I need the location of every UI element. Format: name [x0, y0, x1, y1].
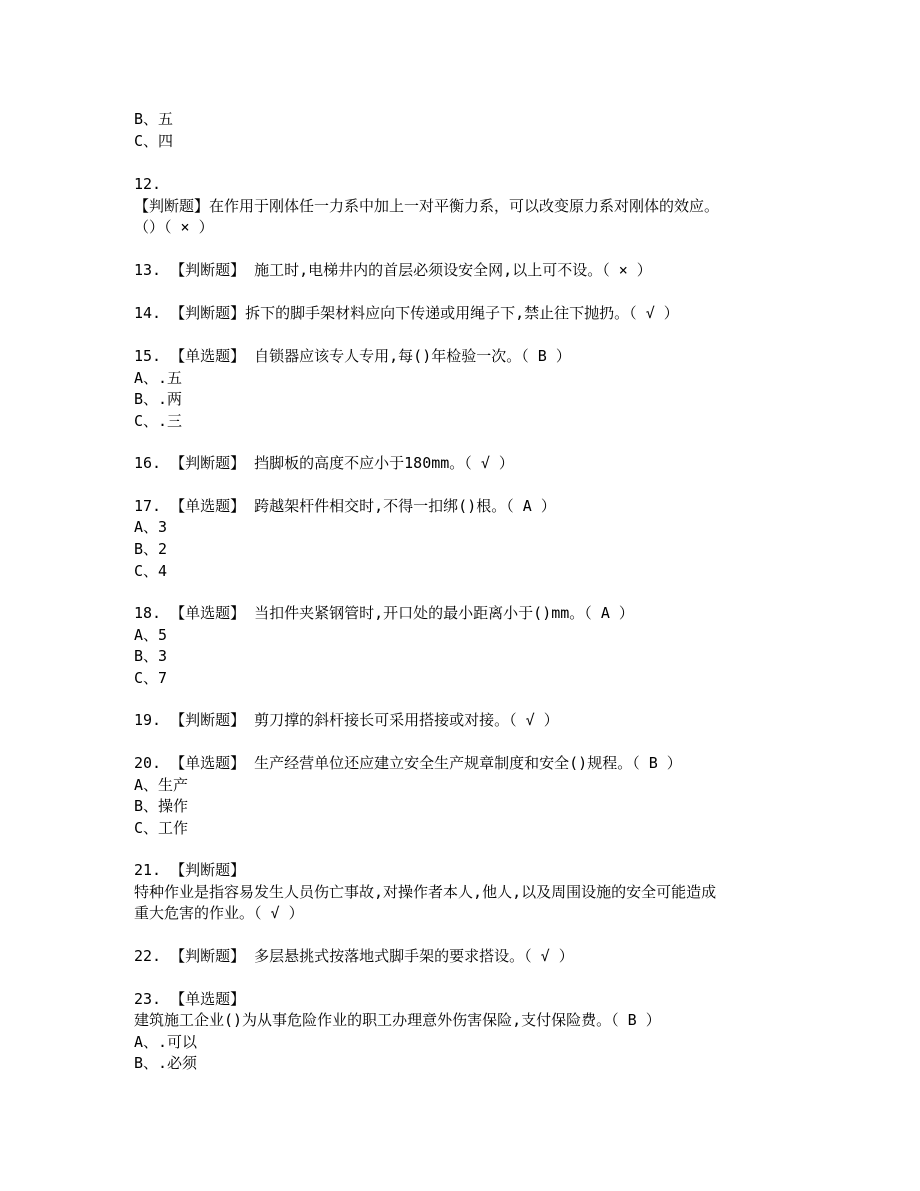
- option-b-q15: B、.两: [134, 390, 183, 408]
- question-23-number: 23. 【单选题】: [134, 990, 246, 1008]
- question-22: 22. 【判断题】 多层悬挑式按落地式脚手架的要求搭设。（ √ ）: [134, 947, 574, 965]
- question-19: 19. 【判断题】 剪刀撑的斜杆接长可采用搭接或对接。（ √ ）: [134, 711, 559, 729]
- question-21-number: 21. 【判断题】: [134, 861, 246, 879]
- question-20: 20. 【单选题】 生产经营单位还应建立安全生产规章制度和安全()规程。（ B ）: [134, 754, 682, 772]
- question-18: 18. 【单选题】 当扣件夹紧钢管时,开口处的最小距离小于()mm。（ A ）: [134, 604, 634, 622]
- option-a-q23: A、.可以: [134, 1033, 198, 1051]
- option-b-q11: B、五: [134, 110, 174, 128]
- question-12-number: 12.: [134, 175, 162, 193]
- option-c-q17: C、4: [134, 562, 168, 580]
- option-b-q23: B、.必须: [134, 1054, 198, 1072]
- option-a-q17: A、3: [134, 518, 168, 536]
- option-c-q18: C、7: [134, 669, 168, 687]
- option-c-q15: C、.三: [134, 412, 183, 430]
- option-c-q20: C、工作: [134, 819, 189, 837]
- question-17: 17. 【单选题】 跨越架杆件相交时,不得一扣绑()根。（ A ）: [134, 497, 556, 515]
- option-b-q17: B、2: [134, 540, 168, 558]
- question-21-text: 特种作业是指容易发生人员伤亡事故,对操作者本人,他人,以及周围设施的安全可能造成: [134, 883, 717, 901]
- question-13: 13. 【判断题】 施工时,电梯井内的首层必须设安全网,以上可不设。（ × ）: [134, 261, 652, 279]
- question-12-text: 【判断题】在作用于刚体任一力系中加上一对平衡力系，可以改变原力系对刚体的效应。: [134, 197, 720, 215]
- option-b-q18: B、3: [134, 647, 168, 665]
- question-14: 14. 【判断题】拆下的脚手架材料应向下传递或用绳子下,禁止往下抛扔。（ √ ）: [134, 304, 679, 322]
- option-c-q11: C、四: [134, 132, 174, 150]
- question-16: 16. 【判断题】 挡脚板的高度不应小于180mm。（ √ ）: [134, 454, 514, 472]
- question-12-answer: （）（ × ）: [134, 218, 214, 236]
- option-a-q18: A、5: [134, 626, 168, 644]
- option-a-q20: A、生产: [134, 776, 189, 794]
- option-b-q20: B、操作: [134, 797, 189, 815]
- option-a-q15: A、.五: [134, 369, 183, 387]
- question-23-text: 建筑施工企业()为从事危险作业的职工办理意外伤害保险,支付保险费。（ B ）: [134, 1011, 661, 1029]
- question-21-answer: 重大危害的作业。（ √ ）: [134, 904, 304, 922]
- question-15: 15. 【单选题】 自锁器应该专人专用,每()年检验一次。（ B ）: [134, 347, 571, 365]
